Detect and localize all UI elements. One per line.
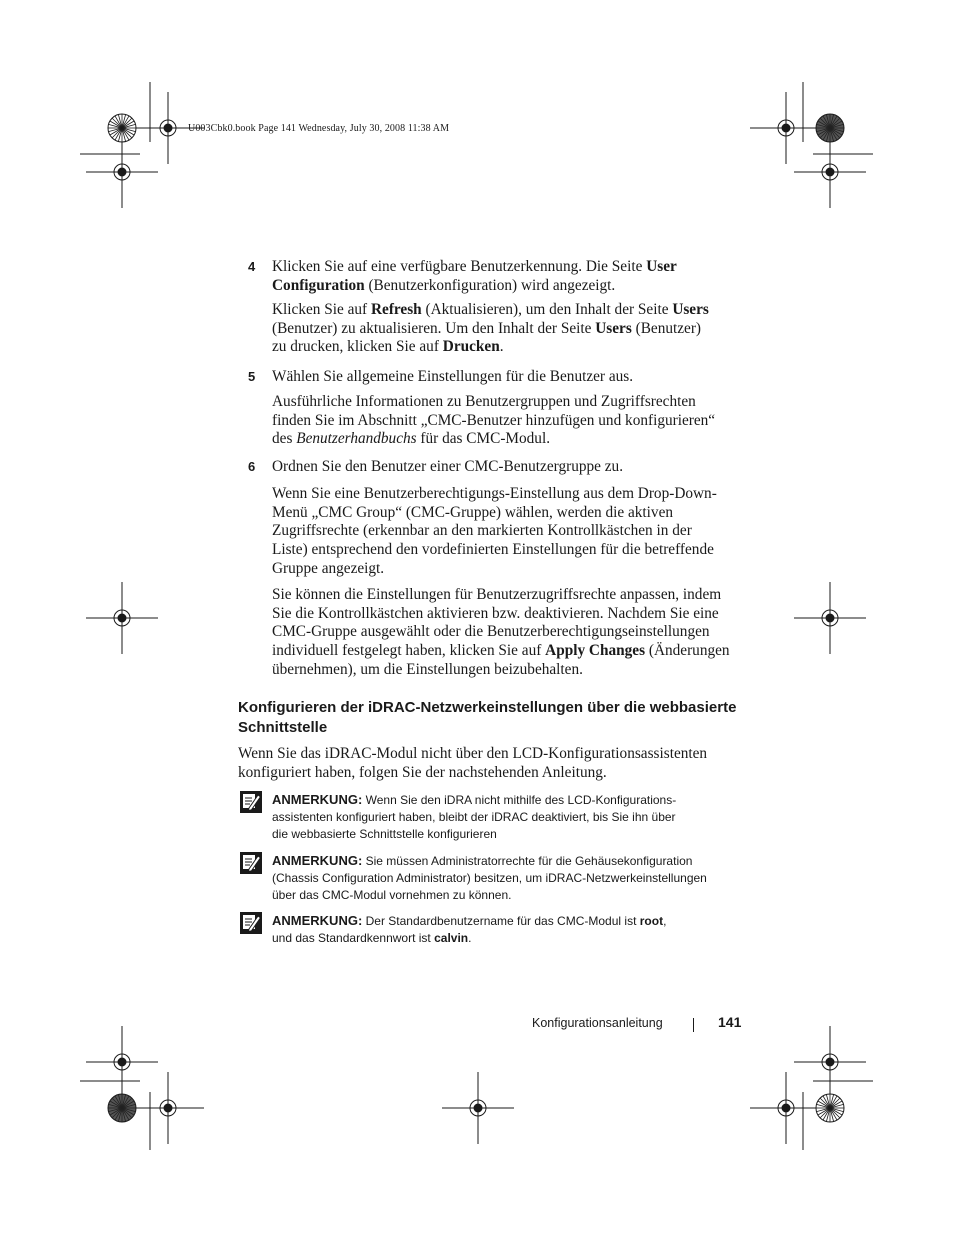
paragraph-line	[272, 642, 742, 661]
paragraph-line	[272, 504, 742, 523]
registration-mark	[794, 582, 866, 654]
intro-line: konfiguriert haben, folgen Sie der nachstehenden Anleitung.	[238, 763, 607, 781]
footer-chapter-label: Konfigurationsanleitung	[532, 1016, 663, 1030]
note-line	[272, 852, 742, 870]
step-number: 4	[248, 259, 256, 274]
registration-mark	[442, 1072, 514, 1144]
step-paragraph	[272, 368, 742, 387]
registration-mark	[750, 1072, 822, 1144]
paragraph-line	[272, 368, 742, 387]
paragraph-line	[272, 430, 742, 449]
text-run: .	[499, 338, 504, 356]
bold-term: calvin	[434, 931, 469, 945]
paragraph-line	[272, 458, 742, 477]
text-run: Ausführliche Informationen zu Benutzergruppen und Zugriffsrechten	[272, 393, 696, 410]
text-run: Wenn Sie eine Benutzerberechtigungs-Einstellung aus dem Drop-Down-	[272, 485, 717, 502]
paragraph-line	[272, 258, 742, 277]
note-pencil-icon	[240, 912, 262, 934]
text-run: ,	[663, 914, 667, 928]
text-run: (Änderungen	[645, 642, 730, 660]
text-run: zu drucken, klicken Sie auf	[272, 338, 443, 356]
text-run: (Benutzer) zu aktualisieren. Um den Inhalt der Seite	[272, 319, 596, 337]
section-intro	[238, 745, 758, 782]
sunburst-mark	[816, 114, 844, 142]
note-line	[272, 887, 742, 904]
paragraph-line	[272, 623, 742, 642]
section-heading	[238, 698, 758, 738]
step-number: 5	[248, 369, 256, 384]
note-pencil-icon	[240, 791, 262, 813]
paragraph-line	[272, 586, 742, 605]
sunburst-mark	[108, 1094, 136, 1122]
book-info: U003Cbk0.book Page 141 Wednesday, July 30, 2008 11:38 AM	[188, 123, 450, 134]
paragraph-line	[272, 412, 742, 431]
text-run: CMC-Gruppe ausgewählt oder die Benutzerberechtigungseinstellungen	[272, 623, 710, 641]
text-run: Zugriffsrechte (erkennbar an den markierten Kontrollkästchen in der	[272, 522, 692, 540]
paragraph-line	[272, 661, 742, 680]
text-run: für das CMC-Modul.	[416, 430, 551, 448]
bold-term: Apply Changes	[545, 642, 646, 660]
footer-separator	[693, 1018, 694, 1032]
text-run: die webbasierte Schnittstelle konfigurieren	[272, 827, 497, 841]
paragraph-line	[272, 560, 742, 579]
note-text	[272, 852, 742, 904]
text-run: (Chassis Configuration Administrator) besitzen, um iDRAC-Netzwerkeinstellungen	[272, 871, 707, 885]
note-line	[272, 791, 742, 809]
note-line	[272, 930, 742, 947]
text-run: (Benutzer)	[631, 319, 702, 337]
note-line	[272, 809, 742, 826]
italic-term: Benutzerhandbuchs	[296, 430, 417, 448]
bold-term: Refresh	[370, 301, 422, 318]
text-run: Klicken Sie auf	[272, 301, 371, 318]
section-heading-line: Schnittstelle	[238, 719, 328, 736]
bold-term: Configuration	[272, 276, 365, 294]
note-label: ANMERKUNG:	[272, 853, 363, 868]
step-number: 6	[248, 459, 256, 474]
bold-term: Users	[672, 301, 709, 318]
text-run: individuell festgelegt haben, klicken Sie auf	[272, 642, 546, 660]
text-run: Sie die Kontrollkästchen aktivieren bzw. deaktivieren. Nachdem Sie eine	[272, 604, 719, 622]
text-run: (Benutzerkonfiguration) wird angezeigt.	[364, 276, 616, 294]
text-run: Ordnen Sie den Benutzer einer CMC-Benutzergruppe zu.	[272, 458, 624, 475]
note-pencil-icon	[240, 852, 262, 874]
text-run: Wenn Sie den iDRA nicht mithilfe des LCD-Konfigurations-	[362, 793, 677, 807]
note-text	[272, 791, 742, 843]
text-run: und das Standardkennwort ist	[272, 931, 435, 945]
text-run: Liste) entsprechend den vordefinierten Einstellungen für die betreffende	[272, 541, 714, 559]
step-paragraph	[272, 258, 742, 295]
intro-line: Wenn Sie das iDRAC-Modul nicht über den LCD-Konfigurationsassistenten	[238, 745, 708, 762]
text-run: (Aktualisieren), um den Inhalt der Seite	[421, 301, 673, 318]
paragraph-line	[272, 485, 742, 504]
bold-term: Users	[595, 319, 632, 337]
text-run: über das CMC-Modul vornehmen zu können.	[272, 888, 512, 902]
paragraph-line	[272, 605, 742, 624]
paragraph-line	[272, 320, 742, 339]
step-paragraph	[272, 458, 742, 477]
step-paragraph	[272, 586, 742, 680]
section-heading-line: Konfigurieren der iDRAC-Netzwerkeinstellungen über die webbasierte	[238, 699, 737, 716]
registration-mark	[794, 136, 866, 208]
text-run: Gruppe angezeigt.	[272, 559, 385, 577]
bold-term: Drucken	[442, 338, 500, 356]
step-paragraph	[272, 301, 742, 357]
paragraph-line	[272, 541, 742, 560]
text-run: des	[272, 430, 297, 448]
step-paragraph	[272, 485, 742, 579]
registration-mark	[86, 136, 158, 208]
bold-term: User	[646, 258, 677, 275]
text-run: Menü „CMC Group“ (CMC-Gruppe) wählen, werden die aktiven	[272, 503, 674, 521]
text-run: finden Sie im Abschnitt „CMC-Benutzer hinzufügen und konfigurieren“	[272, 411, 716, 429]
note-label: ANMERKUNG:	[272, 913, 363, 928]
text-run: Sie müssen Administratorrechte für die Gehäusekonfiguration	[362, 854, 693, 868]
note-text	[272, 912, 742, 947]
text-run: Wählen Sie allgemeine Einstellungen für die Benutzer aus.	[272, 368, 634, 385]
sunburst-mark	[108, 114, 136, 142]
paragraph-line	[272, 393, 742, 412]
note-line	[272, 870, 742, 887]
registration-mark	[132, 1072, 204, 1144]
paragraph-line	[272, 338, 742, 357]
paragraph-line	[272, 522, 742, 541]
note-label: ANMERKUNG:	[272, 792, 363, 807]
page-number: 141	[718, 1014, 742, 1030]
sunburst-mark	[816, 1094, 844, 1122]
step-paragraph	[272, 393, 742, 449]
registration-mark	[750, 92, 822, 164]
note-line	[272, 826, 742, 843]
bold-term: root	[639, 914, 664, 928]
text-run: assistenten konfiguriert haben, bleibt der iDRAC deaktiviert, bis Sie ihn über	[272, 810, 676, 824]
paragraph-line	[272, 277, 742, 296]
paragraph-line	[272, 301, 742, 320]
registration-mark	[86, 1026, 158, 1098]
registration-mark	[794, 1026, 866, 1098]
text-run: Der Standardbenutzername für das CMC-Modul ist	[362, 914, 640, 928]
text-run: Sie können die Einstellungen für Benutzerzugriffsrechte anpassen, indem	[272, 586, 722, 603]
text-run: .	[468, 931, 472, 945]
registration-mark	[86, 582, 158, 654]
text-run: Klicken Sie auf eine verfügbare Benutzerkennung. Die Seite	[272, 258, 647, 275]
note-line	[272, 912, 742, 930]
text-run: übernehmen), um die Einstellungen beizubehalten.	[272, 660, 583, 678]
